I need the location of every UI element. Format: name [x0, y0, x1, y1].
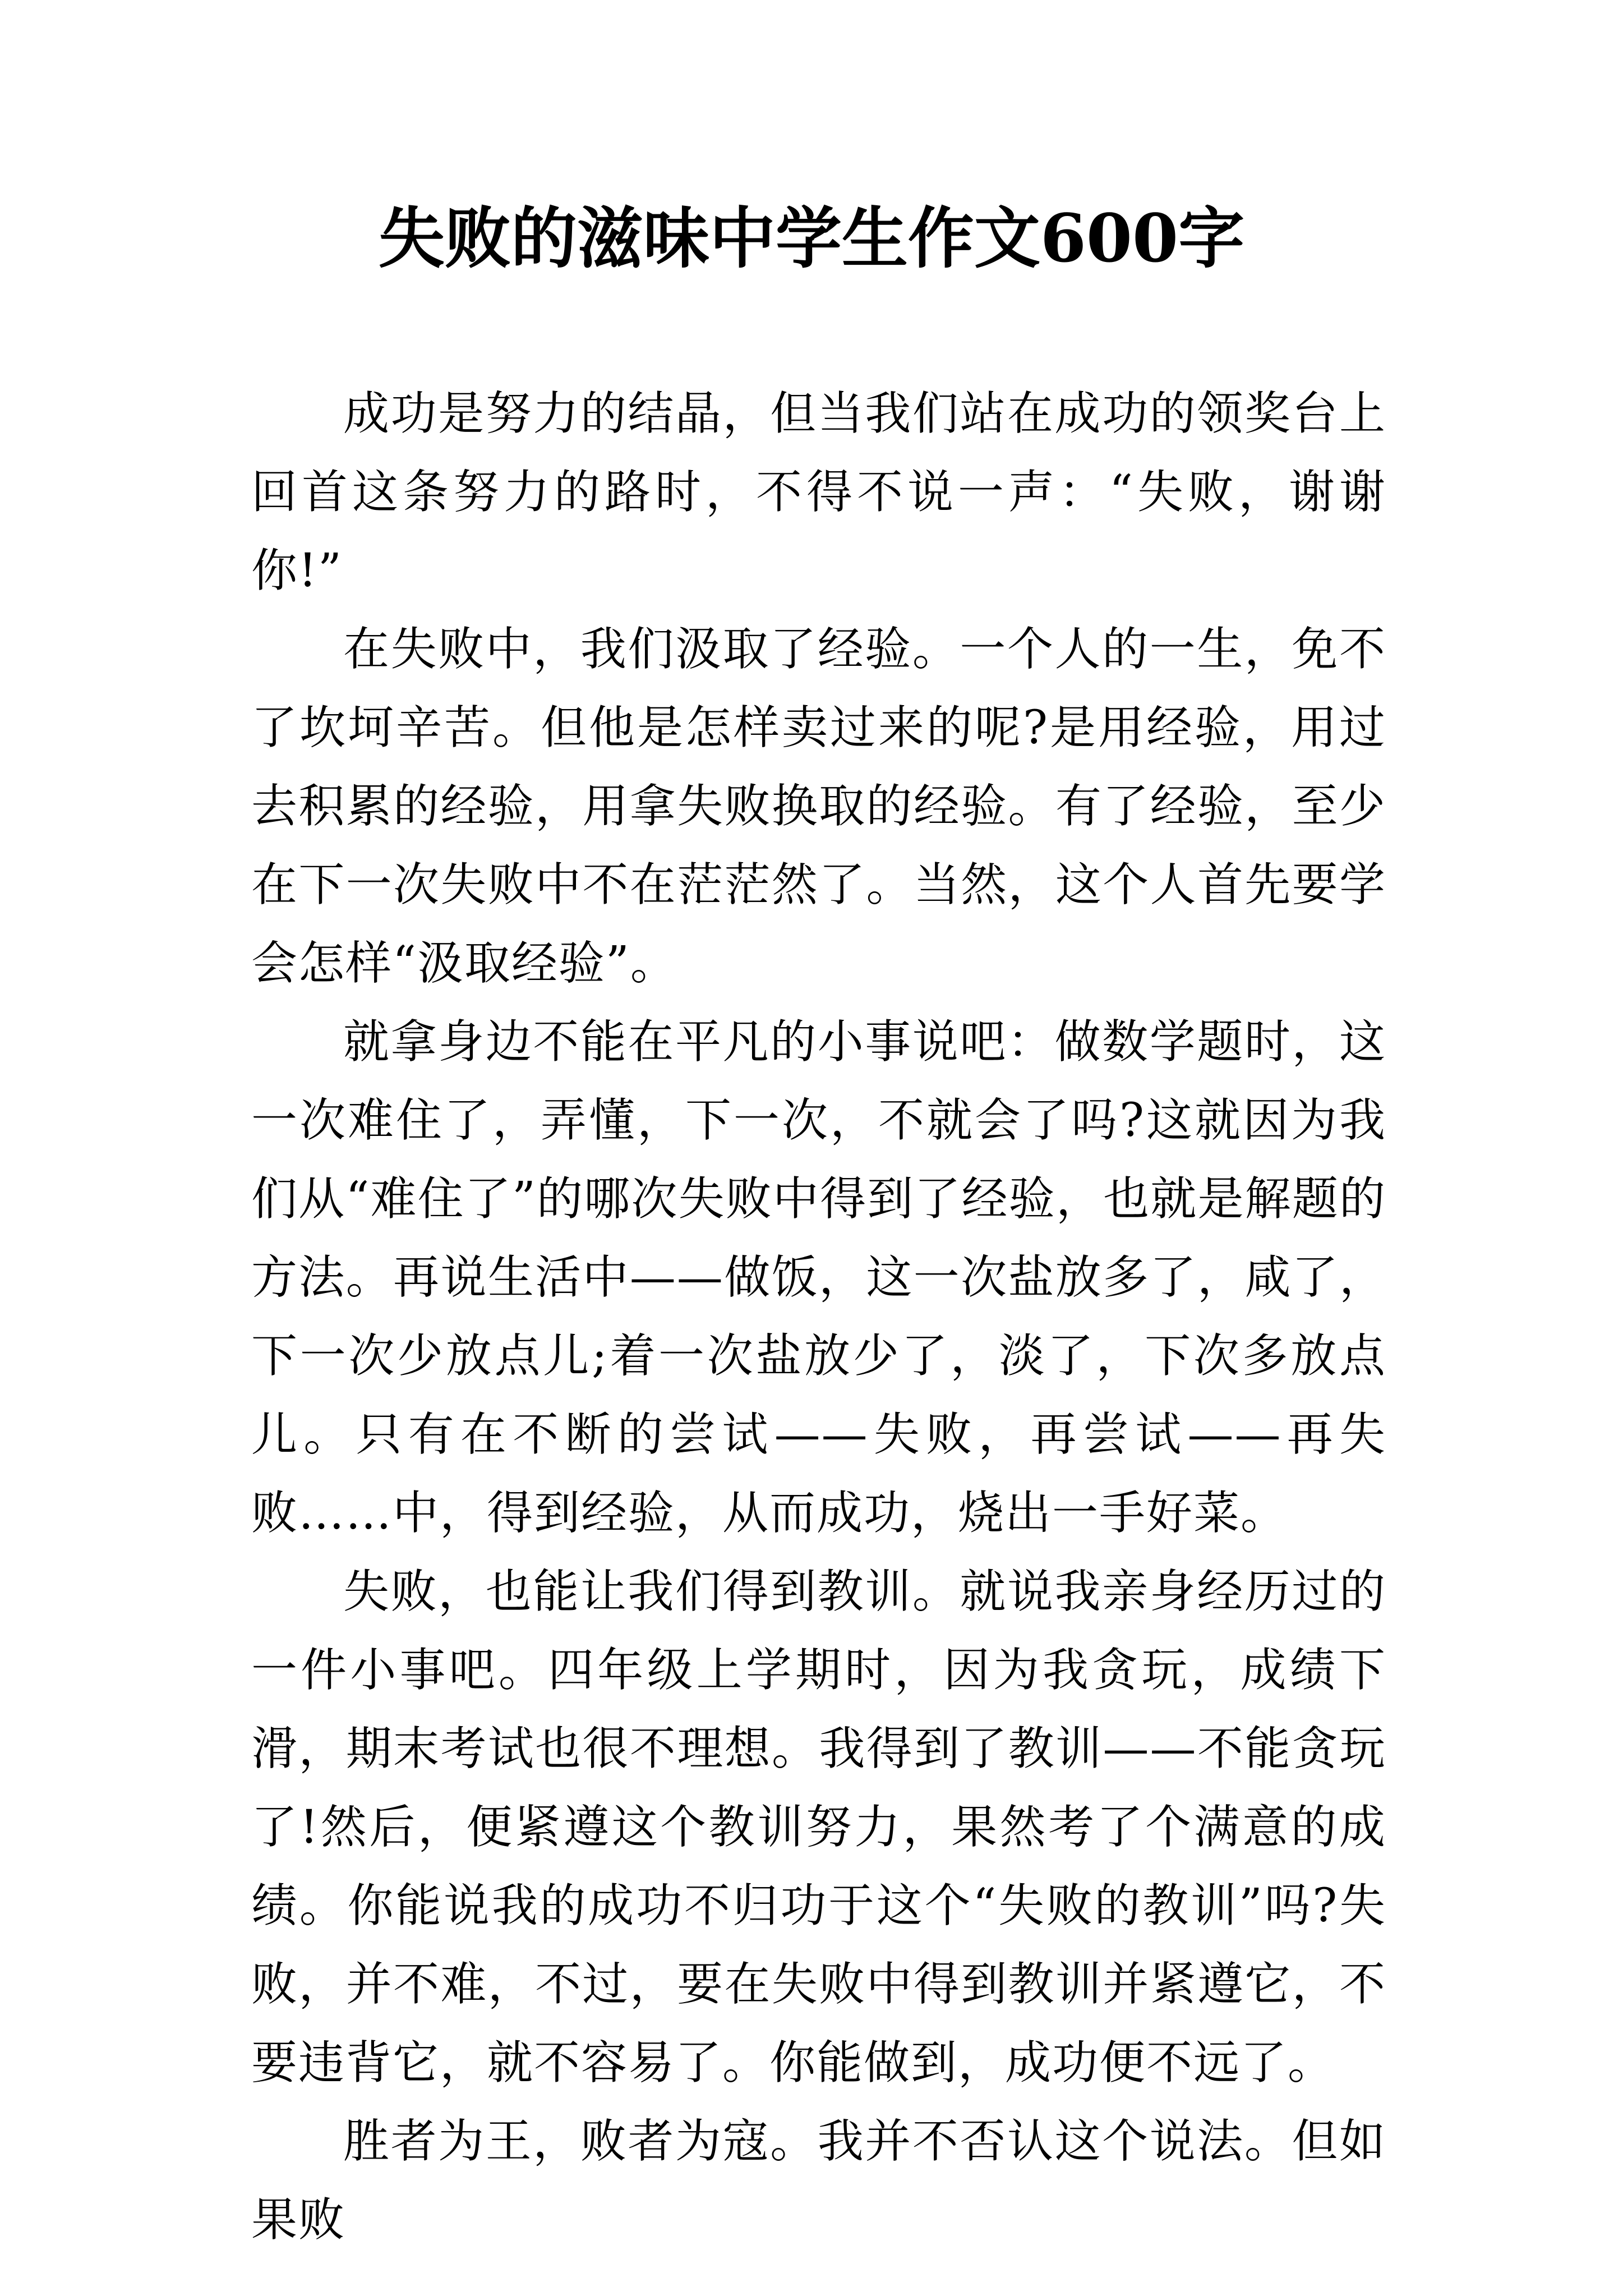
- paragraph-4: 失败，也能让我们得到教训。就说我亲身经历过的一件小事吧。四年级上学期时，因为我贪玩，成绩下滑，期末考试也很不理想。我得到了教训——不能贪玩了!然后，便紧遵这个教训努力，果然考了个满意的成绩。你能说我的成功不归功于这个“失败的教训”吗?失败，并不难，不过，要在失败中得到教训并紧遵它，不要违背它，就不容易了。你能做到，成功便不远了。: [251, 1565, 1386, 2090]
- paragraph-2: 在失败中，我们汲取了经验。一个人的一生，免不了坎坷辛苦。但他是怎样卖过来的呢?是用经验，用过去积累的经验，用拿失败换取的经验。有了经验，至少在下一次失败中不在茫茫然了。当然，这个人首先要学会怎样“汲取经验”。: [251, 623, 1386, 990]
- paragraph-1: 成功是努力的结晶，但当我们站在成功的领奖台上回首这条努力的路时，不得不说一声：“失败，谢谢你!”: [251, 387, 1386, 597]
- paragraph-3: 就拿身边不能在平凡的小事说吧：做数学题时，这一次难住了，弄懂，下一次，不就会了吗?这就因为我们从“难住了”的哪次失败中得到了经验，也就是解题的方法。再说生活中——做饭，这一次盐放多了，咸了，下一次少放点儿;着一次盐放少了，淡了，下次多放点儿。只有在不断的尝试——失败，再尝试——再失败……中，得到经验，从而成功，烧出一手好菜。: [251, 1015, 1386, 1540]
- paragraph-5: 胜者为王，败者为寇。我并不否认这个说法。但如果败: [251, 2115, 1386, 2247]
- document-title: 失败的滋味中学生作文600字: [378, 199, 1245, 277]
- document-body: [251, 375, 1386, 2260]
